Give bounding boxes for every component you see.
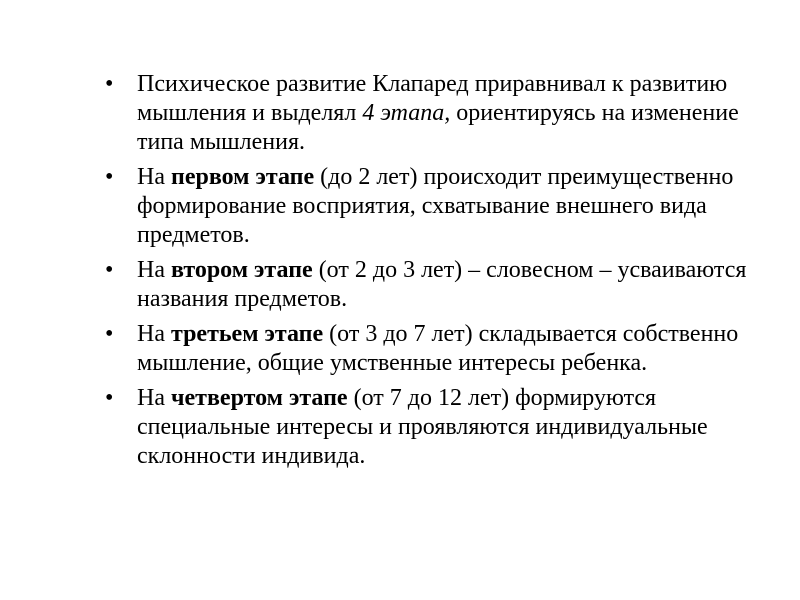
bullet-item-5 bbox=[105, 384, 760, 471]
item-bold-text: втором этапе bbox=[170, 257, 313, 283]
item-bold-text: первом этапе bbox=[170, 164, 315, 190]
item-bold-text: четвертом этапе bbox=[170, 385, 348, 411]
item-text: (от 7 до 12 лет) формируются специальные интересы и проявляются индивидуальные склонности индивида. bbox=[137, 385, 708, 469]
bullet-item-3 bbox=[105, 256, 760, 314]
bullet-dot-icon: • bbox=[105, 164, 114, 190]
item-text: На bbox=[137, 164, 171, 190]
bullet-list bbox=[105, 70, 760, 477]
item-bold-text: третьем этапе bbox=[170, 321, 324, 347]
bullet-item-1 bbox=[105, 70, 760, 157]
item-text: Психическое развитие Клапаред приравнивал к развитию мышления и выделял bbox=[137, 71, 728, 126]
item-text: На bbox=[137, 257, 171, 283]
item-italic-text: 4 этапа, bbox=[362, 100, 451, 126]
bullet-item-2 bbox=[105, 163, 760, 250]
bullet-item-4 bbox=[105, 320, 760, 378]
bullet-dot-icon: • bbox=[105, 321, 114, 347]
item-text: (до 2 лет) происходит преимущественно формирование восприятия, схватывание внешнего вида предметов. bbox=[137, 164, 734, 248]
item-text: ориентируясь на изменение типа мышления. bbox=[137, 100, 739, 155]
bullet-dot-icon: • bbox=[105, 385, 114, 411]
item-text: На bbox=[137, 385, 171, 411]
bullet-dot-icon: • bbox=[105, 257, 114, 283]
item-text: На bbox=[137, 321, 171, 347]
bullet-dot-icon: • bbox=[105, 71, 114, 97]
item-text: (от 2 до 3 лет) – словесном – усваиваются названия предметов. bbox=[137, 257, 747, 312]
item-text: (от 3 до 7 лет) складывается собственно мышление, общие умственные интересы ребенка. bbox=[137, 321, 739, 376]
